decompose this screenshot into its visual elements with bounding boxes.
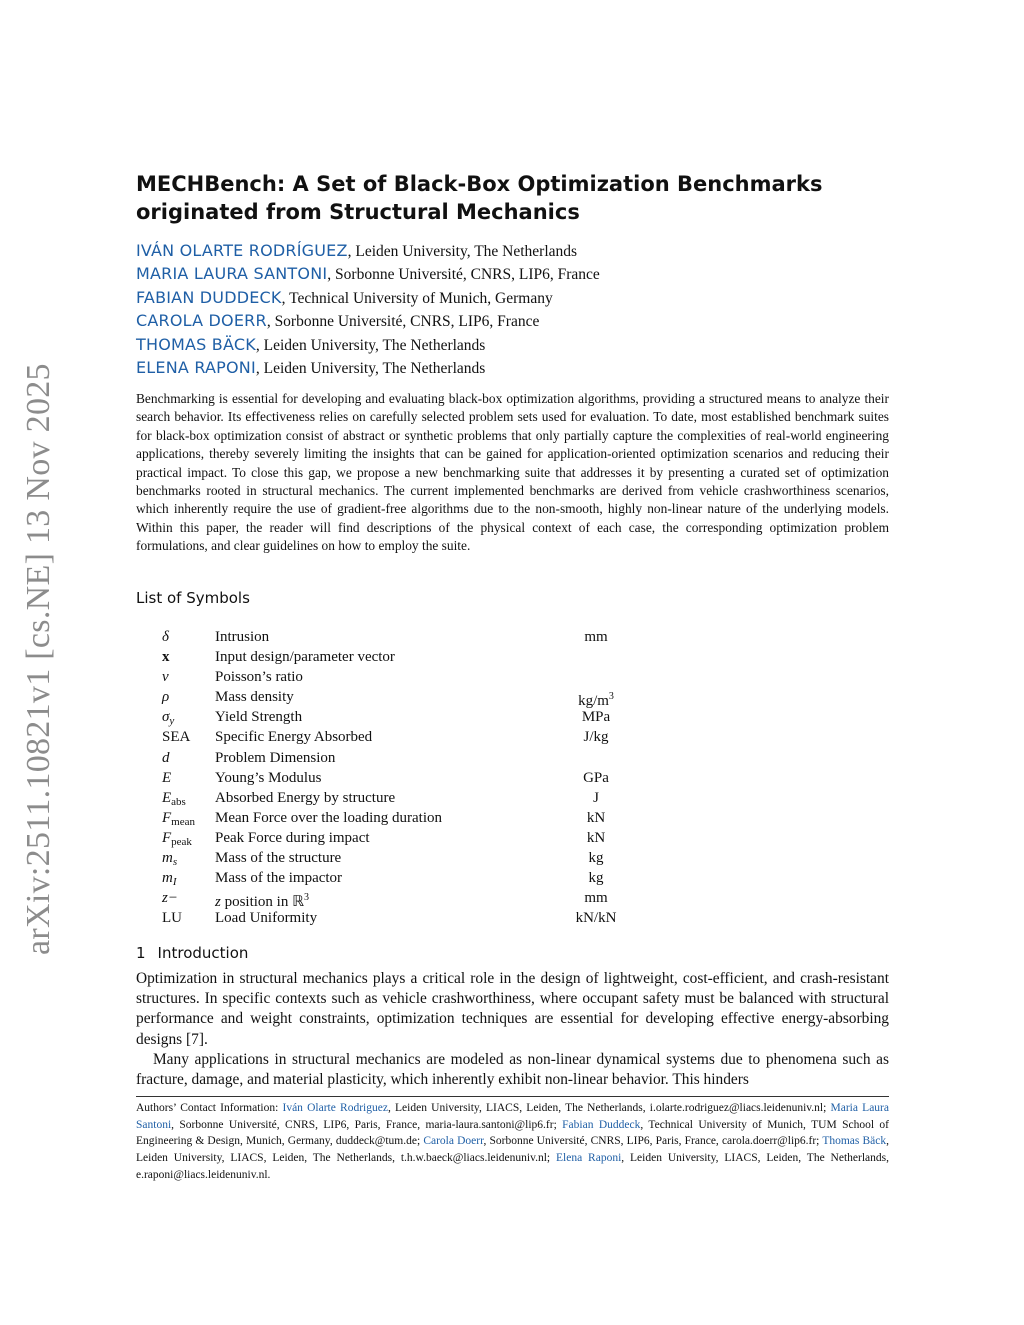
symbol-row bbox=[136, 768, 656, 788]
symbol-unit: J bbox=[593, 789, 599, 806]
symbol-row bbox=[136, 727, 656, 747]
abstract: Benchmarking is essential for developing and evaluating black-box optimization algorithms, providing a structured means to analyze their search behavior. Its effectiveness relies on carefully selected problem sets used for evaluation. To date, most established benchmark suites for black-box optimization consist of abstract or synthetic problems that only partially capture the complexities of real-world engineering applications, thereby severely limiting the insights that can be gained for application-oriented optimization scenarios and reducing their practical impact. To close this gap, we propose a new benchmarking suite that addresses it by presenting a curated set of optimization benchmarks rooted in structural mechanics. The current implemented benchmarks are derived from vehicle crashworthiness scenarios, which inherently require the use of gradient-free algorithms due to the non-smooth, highly non-linear nature of the underlying models. Within this paper, the reader will find descriptions of the physical context of each case, the corresponding optimization problem formulations, and clear guidelines on how to employ the suite. bbox=[136, 391, 889, 554]
symbol-unit: kN bbox=[586, 829, 606, 846]
symbol-description: Mass density bbox=[215, 689, 294, 706]
symbol-unit: mm bbox=[584, 629, 608, 645]
author-entry bbox=[136, 309, 896, 332]
symbol-cell: ρ bbox=[162, 689, 170, 706]
symbol-row bbox=[136, 868, 656, 888]
symbol-unit: kg bbox=[588, 850, 604, 867]
author-name-link[interactable]: MARIA LAURA SANTONI bbox=[136, 264, 328, 284]
symbol-row bbox=[136, 808, 656, 828]
symbol-row bbox=[136, 788, 656, 808]
author-affiliation: , Technical University of Munich, Germany bbox=[281, 289, 553, 307]
author-affiliation: , Sorbonne Université, CNRS, LIP6, France bbox=[327, 266, 600, 284]
footnote-author-link[interactable]: Carola Doerr bbox=[423, 1135, 484, 1148]
symbol-row bbox=[136, 647, 656, 667]
symbol-cell: $E_{abs}$ bbox=[162, 789, 186, 808]
author-entry bbox=[136, 356, 896, 379]
section-title: Introduction bbox=[157, 944, 249, 962]
symbol-cell: SEA bbox=[162, 729, 191, 746]
symbol-description: Mean Force over the loading duration bbox=[215, 809, 443, 826]
symbol-cell: $\sigma_y$ bbox=[162, 709, 175, 728]
symbol-cell: $m_s$ bbox=[162, 850, 178, 869]
symbol-description: Yield Strength bbox=[215, 709, 303, 726]
author-entry bbox=[136, 333, 896, 356]
symbol-cell: d bbox=[162, 749, 170, 766]
footnote-author-link[interactable]: Elena Raponi bbox=[556, 1152, 622, 1165]
symbol-row bbox=[136, 908, 656, 928]
symbol-description: Mass of the impactor bbox=[215, 870, 343, 887]
symbol-cell: E bbox=[162, 769, 172, 786]
author-name-link[interactable]: FABIAN DUDDECK bbox=[136, 287, 282, 307]
symbol-row bbox=[136, 828, 656, 848]
author-contact-footnote: Authors’ Contact Information: Iván Olarte Rodriguez, Leiden University, LIACS, Leiden, The Netherlands, i.olarte.rodriguez@liacs.leidenuniv.nl; Maria Laura Santoni, Sorbonne Université, CNRS, LIP6, Paris, France, maria-laura.santoni@lip6.fr; Fabian Duddeck, Technical University of Munich, TUM School of Engineering & Design, Munich, Germany, duddeck@tum.de; Carola Doerr, Sorbonne Université, CNRS, LIP6, Paris, France, carola.doerr@lip6.fr; Thomas Bäck, Leiden University, LIACS, Leiden, The Netherlands, t.h.w.baeck@liacs.leidenuniv.nl; Elena Raponi, Leiden University, LIACS, Leiden, The Netherlands, e.raponi@liacs.leidenuniv.nl. bbox=[136, 1102, 889, 1181]
symbol-cell: LU bbox=[162, 910, 182, 927]
footnote-author-link[interactable]: Iván Olarte Rodriguez bbox=[282, 1102, 388, 1114]
symbol-unit: MPa bbox=[581, 709, 611, 726]
symbol-row bbox=[136, 627, 656, 647]
introduction-body bbox=[136, 969, 889, 1090]
author-list bbox=[136, 239, 896, 379]
symbol-row bbox=[136, 748, 656, 768]
symbol-unit: $kg/m^3$ bbox=[578, 691, 614, 710]
symbol-description: Input design/parameter vector bbox=[215, 649, 395, 666]
paragraph: Optimization in structural mechanics plays a critical role in the design of lightweight, cost-efficient, and crash-resistant structures. In specific contexts such as vehicle crashworthiness, where occupant safety must be balanced with structural performance and weight constraints, optimization techniques are essential for developing effective energy-absorbing designs [7]. bbox=[136, 970, 889, 1048]
paragraph: Many applications in structural mechanics are modeled as non-linear dynamical systems due to phenomena such as fracture, damage, and material plasticity, which inherently exhibit non-linear behavior. This hinders bbox=[136, 1050, 889, 1089]
author-affiliation: , Sorbonne Université, CNRS, LIP6, France bbox=[266, 313, 540, 331]
paper-title: MECHBench: A Set of Black-Box Optimization Benchmarks originated from Structural Mechanics bbox=[136, 172, 823, 224]
author-name-link[interactable]: THOMAS BÄCK bbox=[136, 334, 256, 354]
symbol-description: Load Uniformity bbox=[215, 910, 318, 927]
symbol-unit: kN bbox=[586, 809, 606, 826]
author-affiliation: , Leiden University, The Netherlands bbox=[255, 359, 486, 377]
author-name-link[interactable]: CAROLA DOERR bbox=[136, 311, 267, 331]
author-affiliation: , Leiden University, The Netherlands bbox=[347, 243, 578, 260]
symbol-cell: x bbox=[162, 649, 170, 666]
symbol-cell: ν bbox=[162, 669, 169, 686]
citation-link[interactable]: [7] bbox=[186, 1030, 204, 1048]
section-heading-introduction bbox=[136, 944, 248, 962]
symbols-table bbox=[136, 627, 656, 928]
symbol-row bbox=[136, 848, 656, 868]
symbol-description: Absorbed Energy by structure bbox=[215, 789, 396, 806]
symbol-unit: GPa bbox=[583, 769, 609, 786]
footnote-author-link[interactable]: Thomas Bäck bbox=[822, 1135, 887, 1148]
author-affiliation: , Leiden University, The Netherlands bbox=[255, 336, 486, 354]
symbol-cell: z− bbox=[162, 890, 178, 907]
symbol-description: z position in ℝ$^3$ bbox=[215, 892, 309, 911]
symbol-row bbox=[136, 707, 656, 727]
symbol-description: Mass of the structure bbox=[215, 850, 342, 867]
symbol-cell: $F_{mean}$ bbox=[162, 809, 195, 828]
symbol-cell: $F_{peak}$ bbox=[162, 829, 192, 848]
symbol-unit: mm bbox=[584, 890, 608, 907]
author-entry bbox=[136, 239, 896, 262]
footnote-divider bbox=[136, 1096, 889, 1097]
symbol-cell: $m_I$ bbox=[162, 870, 177, 889]
arxiv-identifier-stamp: arXiv:2511.10821v1 [cs.NE] 13 Nov 2025 bbox=[20, 363, 57, 955]
symbol-description: Intrusion bbox=[215, 629, 270, 645]
section-number: 1 bbox=[136, 944, 146, 962]
symbol-unit: kN/kN bbox=[575, 910, 617, 927]
author-name-link[interactable]: IVÁN OLARTE RODRÍGUEZ bbox=[136, 241, 348, 260]
symbol-description: Poisson’s ratio bbox=[215, 669, 303, 686]
symbol-row bbox=[136, 888, 656, 911]
footnote-author-link[interactable]: Maria Laura Santoni bbox=[136, 1102, 889, 1131]
symbol-description: Young’s Modulus bbox=[215, 769, 322, 786]
symbol-row bbox=[136, 667, 656, 687]
author-name-link[interactable]: ELENA RAPONI bbox=[136, 357, 256, 377]
symbol-unit: J/kg bbox=[583, 729, 609, 746]
author-entry bbox=[136, 286, 896, 309]
author-entry bbox=[136, 262, 896, 285]
symbol-cell: δ bbox=[162, 629, 169, 645]
symbol-row bbox=[136, 687, 656, 710]
symbol-description: Problem Dimension bbox=[215, 749, 336, 766]
symbols-heading: List of Symbols bbox=[136, 589, 250, 607]
symbol-description: Peak Force during impact bbox=[215, 829, 370, 846]
footnote-author-link[interactable]: Fabian Duddeck bbox=[562, 1118, 641, 1131]
symbol-unit: kg bbox=[588, 870, 604, 887]
symbol-description: Specific Energy Absorbed bbox=[215, 729, 373, 746]
